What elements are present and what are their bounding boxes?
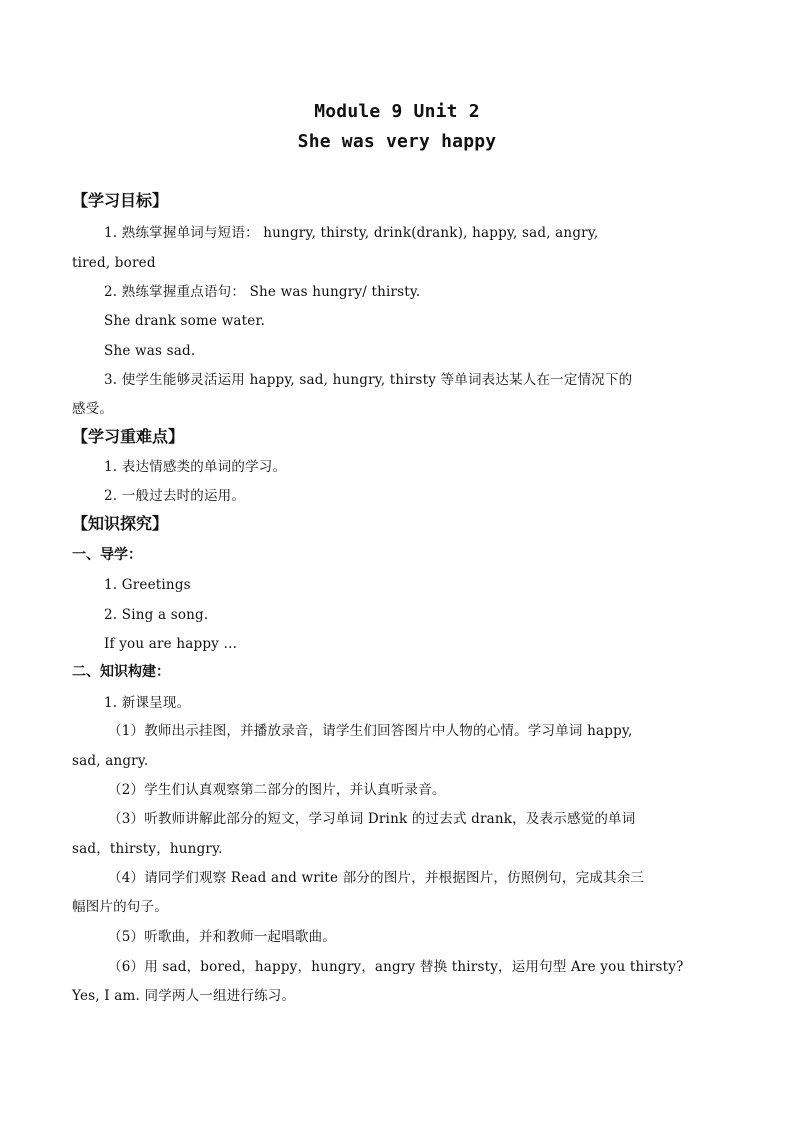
key-points-heading: 【学习重难点】 — [72, 427, 185, 446]
part1-item-2: 2. Sing a song. — [104, 607, 209, 623]
part2-step-6-cont: Yes, I am. 同学两人一组进行练习。 — [72, 988, 296, 1004]
objective-item-3: 3. 使学生能够灵活运用 happy, sad, hungry, thirsty 等单词表达某人在一定情况下的 — [104, 372, 633, 388]
part2-step-4: （4）请同学们观察 Read and write 部分的图片，并根据图片，仿照例句，完成其余三 — [108, 870, 645, 886]
part2-step-5: （5）听歌曲，并和教师一起唱歌曲。 — [108, 929, 336, 945]
part2-step-3-cont: sad，thirsty，hungry. — [72, 841, 223, 857]
part1-item-2-example: If you are happy … — [104, 636, 238, 652]
part2-step-4-cont: 幅图片的句子。 — [72, 899, 168, 915]
objective-item-1: 1. 熟练掌握单词与短语： hungry, thirsty, drink(drank), happy, sad, angry, — [104, 225, 599, 241]
document-title: Module 9 Unit 2 — [314, 101, 480, 122]
part2-step-2: （2）学生们认真观察第二部分的图片，并认真听录音。 — [108, 782, 446, 798]
objective-example-1: She drank some water. — [104, 313, 266, 329]
key-point-item-2: 2. 一般过去时的运用。 — [104, 488, 246, 504]
part1-title: 一、导学： — [72, 547, 142, 563]
part2-step-6: （6）用 sad，bored，happy，hungry，angry 替换 thirsty，运用句型 Are you thirsty? — [108, 959, 684, 975]
part2-step-1: （1）教师出示挂图，并播放录音，请学生们回答图片中人物的心情。学习单词 happy, — [108, 723, 633, 739]
objective-item-1-cont: tired, bored — [72, 255, 156, 271]
part2-step-3: （3）听教师讲解此部分的短文，学习单词 Drink 的过去式 drank，及表示感觉的单词 — [108, 811, 636, 827]
document-subtitle: She was very happy — [297, 131, 497, 152]
part2-title: 二、知识构建： — [72, 664, 170, 680]
part1-item-1: 1. Greetings — [104, 577, 191, 593]
objective-item-2: 2. 熟练掌握重点语句： She was hungry/ thirsty. — [104, 284, 421, 300]
objectives-heading: 【学习目标】 — [72, 191, 169, 210]
part2-step-1-cont: sad, angry. — [72, 753, 149, 769]
objective-example-2: She was sad. — [104, 343, 196, 359]
exploration-heading: 【知识探究】 — [72, 514, 169, 533]
key-point-item-1: 1. 表达情感类的单词的学习。 — [104, 459, 287, 475]
part2-item-1: 1. 新课呈现。 — [104, 695, 191, 711]
objective-item-3-cont: 感受。 — [72, 401, 114, 417]
